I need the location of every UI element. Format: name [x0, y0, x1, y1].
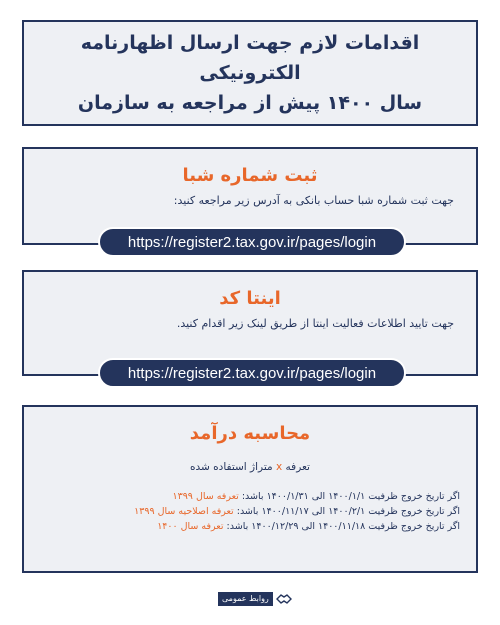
- formula-tariff: تعرفه: [285, 461, 310, 473]
- rule-text: اگر تاریخ خروج ظرفیت ۱۴۰۰/۲/۱ الی ۱۴۰۰/۱۱/۱۷ باشد:: [236, 506, 460, 517]
- income-rule: [40, 489, 460, 504]
- income-formula: [24, 461, 476, 473]
- header-card: [22, 20, 478, 126]
- title-line-1: اقدامات لازم جهت ارسال اظهارنامه الکترونیکی: [80, 32, 420, 84]
- formula-multiply: x: [275, 461, 283, 473]
- footer-logo: [218, 592, 292, 606]
- handshake-icon: [276, 593, 292, 605]
- title-line-2: سال ۱۴۰۰ پیش از مراجعه به سازمان: [77, 92, 423, 114]
- rule-highlight: تعرفه اصلاحیه سال ۱۳۹۹: [134, 506, 234, 517]
- footer-logo-text: روابط عمومی: [218, 592, 273, 606]
- income-rule: [40, 504, 460, 519]
- rule-text: اگر تاریخ خروج ظرفیت ۱۴۰۰/۱/۱ الی ۱۴۰۰/۱/۳۱ باشد:: [241, 491, 460, 502]
- income-rule: [40, 519, 460, 534]
- rule-highlight: تعرفه سال ۱۳۹۹: [172, 491, 239, 502]
- inta-code-description: جهت تایید اطلاعات فعالیت اینتا از طریق لینک زیر اقدام کنید.: [176, 317, 454, 330]
- inta-code-url-link[interactable]: https://register2.tax.gov.ir/pages/login: [98, 358, 406, 388]
- inta-code-title: اینتا کد: [219, 288, 281, 309]
- inta-code-card: [22, 270, 478, 382]
- sheba-description: جهت ثبت شماره شبا حساب بانکی به آدرس زیر مراجعه کنید:: [173, 194, 454, 207]
- income-title: محاسبه درآمد: [189, 423, 311, 444]
- formula-area: متراژ استفاده شده: [190, 461, 273, 473]
- sheba-url-link[interactable]: https://register2.tax.gov.ir/pages/login: [98, 227, 406, 257]
- income-rules: [24, 489, 476, 534]
- rule-text: اگر تاریخ خروج ظرفیت ۱۴۰۰/۱۱/۱۸ الی ۱۴۰۰/۱۲/۲۹ باشد:: [226, 521, 460, 532]
- page-title: [40, 28, 460, 118]
- sheba-title: ثبت شماره شبا: [182, 165, 318, 186]
- sheba-card: [22, 147, 478, 251]
- income-calc-card: [22, 405, 478, 573]
- rule-highlight: تعرفه سال ۱۴۰۰: [157, 521, 224, 532]
